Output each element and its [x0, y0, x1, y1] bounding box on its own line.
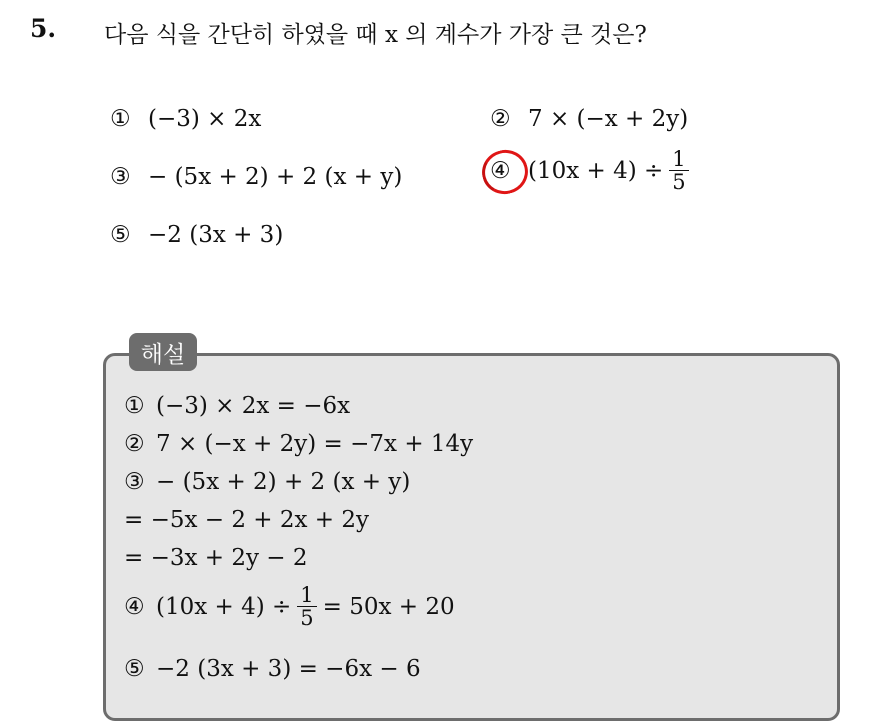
answer-circle-icon	[477, 144, 533, 198]
option-4-expr: (10x + 4) ÷	[528, 157, 664, 184]
solution-line-6-expr: (10x + 4) ÷	[156, 593, 292, 620]
solution-line-3-mark: ③	[124, 469, 145, 495]
option-5-mark: ⑤	[110, 222, 131, 248]
solution-line-6-tail: = 50x + 20	[322, 593, 455, 620]
solution-line-7	[124, 656, 421, 682]
solution-line-5-expr: = −3x + 2y − 2	[124, 545, 308, 571]
option-4-mark-text: ④	[490, 157, 511, 184]
option-2-expr: 7 × (−x + 2y)	[528, 106, 689, 132]
solution-line-6-frac-den: 5	[300, 606, 314, 631]
option-4-fraction	[669, 148, 688, 193]
option-1[interactable]	[110, 106, 261, 132]
solution-line-3	[124, 469, 410, 495]
question-text: 다음 식을 간단히 하였을 때 x 의 계수가 가장 큰 것은?	[104, 22, 647, 48]
solution-line-2-mark: ②	[124, 431, 145, 457]
solution-line-7-expr: −2 (3x + 3) = −6x − 6	[156, 656, 421, 682]
solution-line-1-expr: (−3) × 2x = −6x	[156, 393, 351, 419]
solution-line-2-expr: 7 × (−x + 2y) = −7x + 14y	[156, 431, 474, 457]
solution-badge: 해설	[129, 333, 197, 371]
option-4-mark	[490, 158, 528, 184]
solution-line-6-fraction	[297, 584, 316, 629]
solution-line-3-expr: − (5x + 2) + 2 (x + y)	[156, 469, 411, 495]
option-3-mark: ③	[110, 164, 131, 190]
question-number: 5.	[30, 14, 57, 43]
solution-line-1	[124, 393, 350, 419]
option-2-mark: ②	[490, 106, 511, 132]
option-3[interactable]	[110, 164, 402, 190]
option-4[interactable]	[490, 148, 689, 193]
option-1-expr: (−3) × 2x	[148, 106, 262, 132]
option-2[interactable]	[490, 106, 688, 132]
solution-line-1-mark: ①	[124, 393, 145, 419]
solution-line-6	[124, 584, 455, 629]
solution-line-4	[124, 507, 369, 533]
option-3-expr: − (5x + 2) + 2 (x + y)	[148, 164, 403, 190]
option-4-frac-den: 5	[672, 170, 686, 195]
option-5[interactable]	[110, 222, 283, 248]
option-1-mark: ①	[110, 106, 131, 132]
solution-line-6-mark: ④	[124, 593, 145, 620]
option-4-frac-num: 1	[669, 148, 688, 171]
solution-line-6-frac-num: 1	[297, 584, 316, 607]
option-5-expr: −2 (3x + 3)	[148, 222, 284, 248]
solution-line-4-expr: = −5x − 2 + 2x + 2y	[124, 507, 370, 533]
solution-line-7-mark: ⑤	[124, 656, 145, 682]
solution-line-5	[124, 545, 308, 571]
solution-line-2	[124, 431, 473, 457]
